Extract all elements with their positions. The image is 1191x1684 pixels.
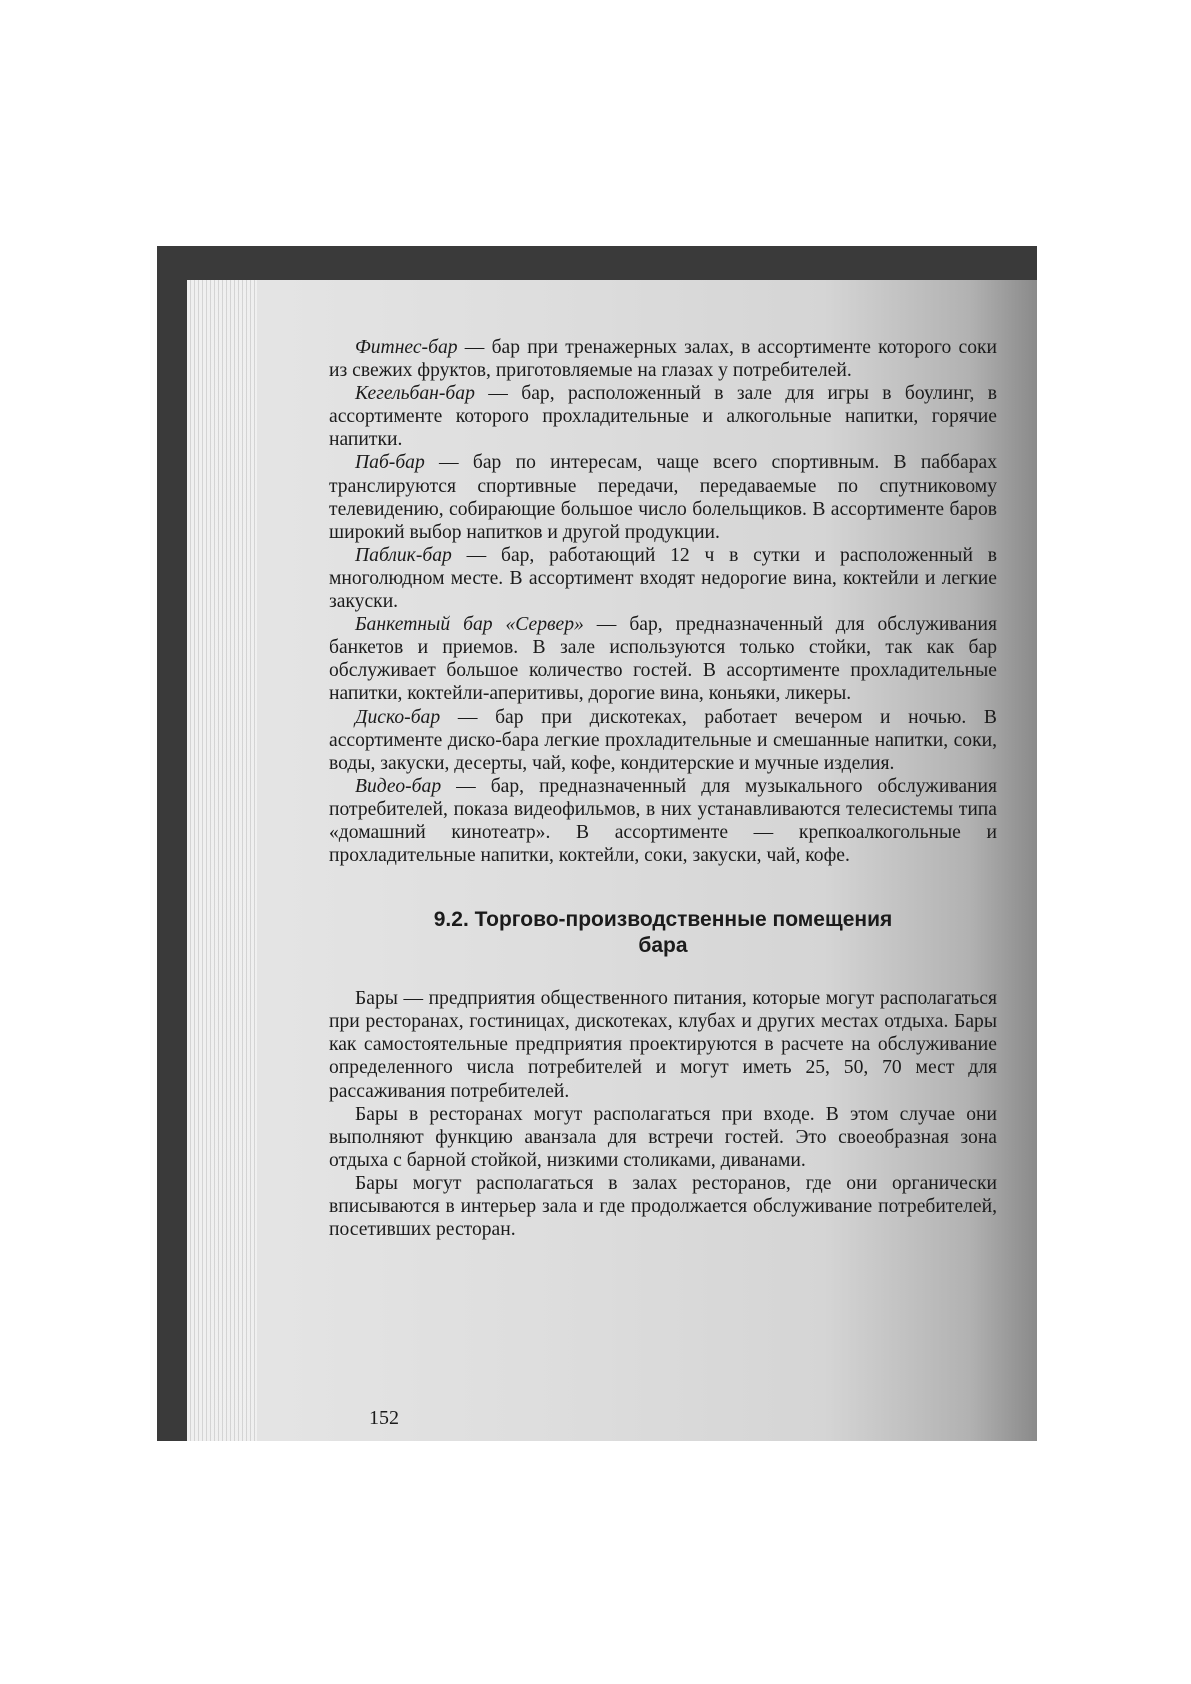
bar-type-banquet: [329, 613, 997, 705]
term-label: Фитнес-бар: [355, 337, 458, 358]
section-paragraph: Бары могут располагаться в залах ресторанов, где они органически вписываются в интерьер зала и где продолжается обслуживание потребителей, посетивших ресторан.: [329, 1172, 997, 1241]
term-label: Видео-бар: [355, 775, 442, 797]
bar-type-disco: [329, 706, 997, 775]
bar-type-fitness: [329, 336, 997, 382]
page-number: 152: [369, 1407, 399, 1429]
section-heading-line1: 9.2. Торгово-производственные помещения: [433, 908, 893, 932]
page-edges: [187, 280, 257, 1441]
section-paragraph: Бары в ресторанах могут располагаться при входе. В этом случае они выполняют функцию аванзала для встречи гостей. Это своеобразная зона отдыха с барной стойкой, низкими столиками, диванами.: [329, 1103, 997, 1171]
section-paragraph: Бары — предприятия общественного питания, которые могут располагаться при ресторанах, гостиницах, дискотеках, клубах и других местах отдыха. Бары как самостоятельные предприятия проектируются в расчете на обслуживание определенного числа потребителей и могут иметь 25, 50, 70 мест для рассаживания потребителей.: [329, 988, 997, 1102]
page-sheet: [187, 280, 1037, 1441]
page-text: [329, 336, 997, 1241]
term-label: Паблик-бар: [355, 544, 452, 566]
term-description: — бар, расположенный в зале для игры в боулинг, в ассортименте которого прохладительные и алкогольные напитки, горячие напитки.: [329, 383, 997, 451]
section-heading: [329, 907, 997, 959]
term-description: — бар, работающий 12 ч в сутки и расположенный в многолюдном месте. В ассортимент входят недорогие вина, коктейли и легкие закуски.: [329, 544, 997, 613]
section-heading-line2: бара: [638, 934, 688, 958]
term-description: — бар при тренажерных залах, в ассортименте которого соки из свежих фруктов, приготовляемые на глазах у потребителей.: [329, 337, 997, 382]
term-description: — бар, предназначенный для музыкального обслуживания потребителей, показа видеофильмов, в них устанавливаются телесистемы типа «домашний кинотеатр». В ассортименте — крепкоалкогольные и прохладительные напитки, коктейли, соки, закуски, чай, кофе.: [329, 775, 997, 867]
bar-type-public: [329, 544, 997, 613]
term-description: — бар при дискотеках, работает вечером и ночью. В ассортименте диско-бара легкие прохладительные и смешанные напитки, соки, воды, закуски, десерты, чай, кофе, кондитерские и мучные изделия.: [329, 706, 997, 774]
bar-type-video: [329, 775, 997, 867]
term-description: — бар, предназначенный для обслуживания банкетов и приемов. В зале используются только стойки, так как бар обслуживает большое количество гостей. В ассортименте прохладительные напитки, коктейли-аперитивы, дорогие вина, коньяки, ликеры.: [329, 614, 997, 705]
term-description: — бар по интересам, чаще всего спортивным. В паббарах транслируются спортивные передачи, передаваемые по спутниковому телевидению, собирающие большое число болельщиков. В ассортименте баров широкий выбор напитков и другой продукции.: [329, 452, 997, 543]
term-label: Кегельбан-бар: [355, 383, 475, 405]
term-label: Паб-бар: [355, 452, 425, 474]
bar-type-bowling: [329, 382, 997, 451]
term-label: Диско-бар: [355, 706, 441, 728]
bar-type-pub: [329, 451, 997, 543]
term-label: Банкетный бар «Сервер»: [355, 614, 584, 636]
scanned-book-page: [157, 246, 1037, 1441]
